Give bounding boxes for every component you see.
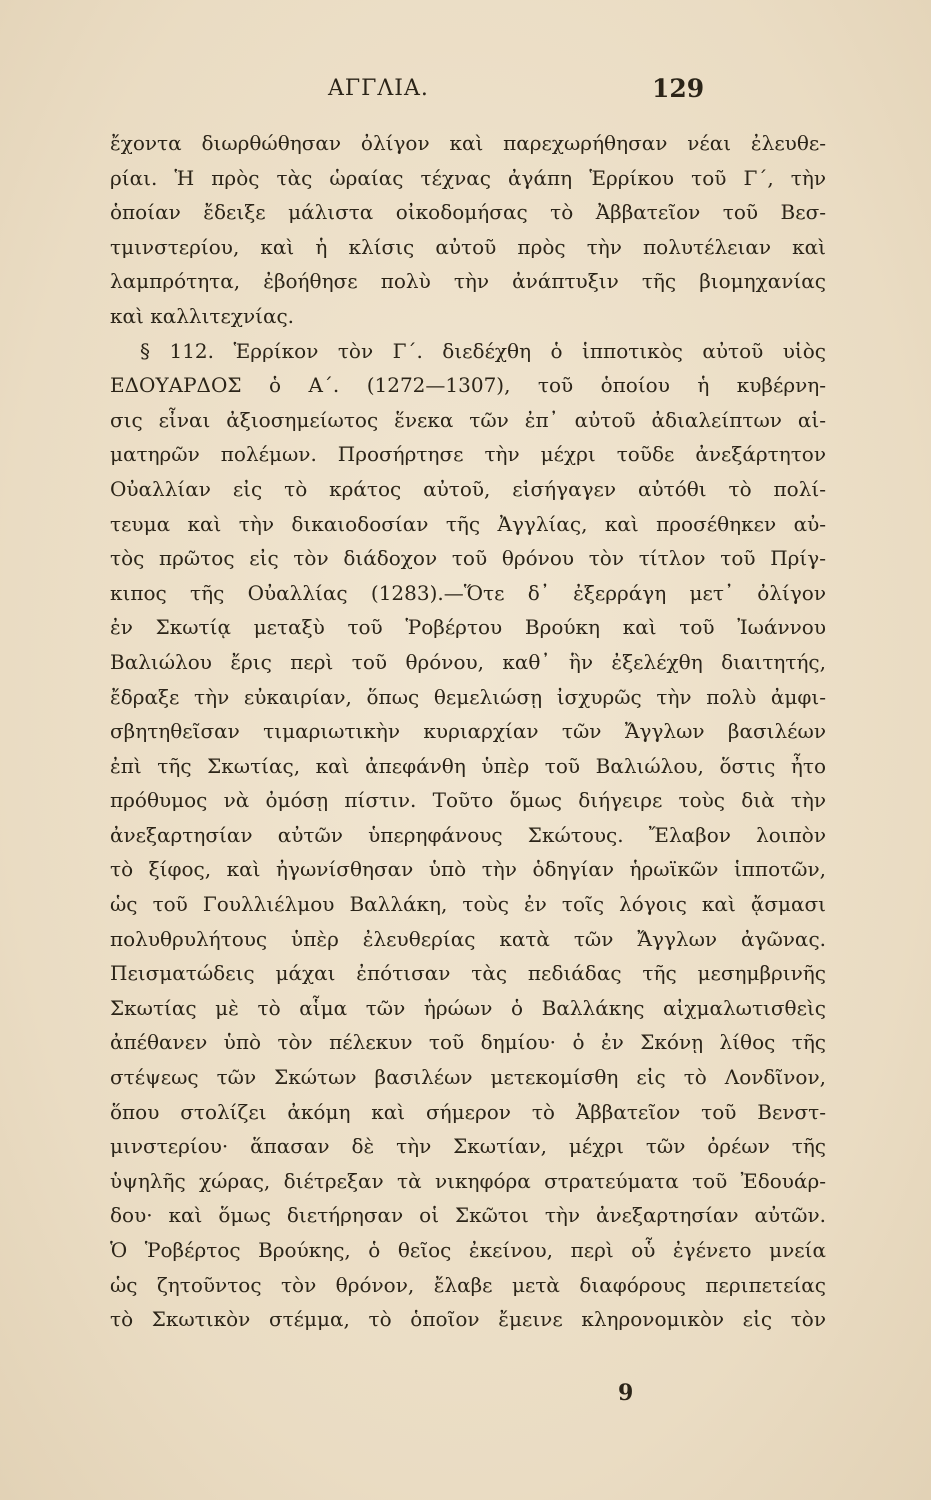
text-line: Πεισματώδεις μάχαι ἐπότισαν τὰς πεδιάδας τῆς μεσημβρινῆς (110, 961, 826, 986)
text-line: Ὁ Ῥοβέρτος Βρούκης, ὁ θεῖος ἐκείνου, περὶ οὗ ἐγένετο μνεία (110, 1238, 826, 1262)
signature-mark: 9 (618, 1380, 634, 1406)
text-line: τὸς πρῶτος εἰς τὸν διάδοχον τοῦ θρόνου τὸν τίτλον τοῦ Πρίγ- (110, 546, 826, 571)
text-line: ὑψηλῆς χώρας, διέτρεξαν τὰ νικηφόρα στρατεύματα τοῦ Ἐδουάρ- (110, 1168, 826, 1193)
text-line: πολυθρυλήτους ὑπὲρ ἐλευθερίας κατὰ τῶν Ἄγγλων ἀγῶνας. (110, 926, 826, 951)
text-line: ὅπου στολίζει ἀκόμη καὶ σήμερον τὸ Ἀββατεῖον τοῦ Βενστ- (110, 1099, 826, 1124)
text-line: ἀπέθανεν ὑπὸ τὸν πέλεκυν τοῦ δημίου· ὁ ἐν Σκόνῃ λίθος τῆς (110, 1030, 826, 1055)
text-line: ὡς ζητοῦντος τὸν θρόνον, ἔλαβε μετὰ διαφόρους περιπετείας (110, 1272, 826, 1297)
text-line: ἔχοντα διωρθώθησαν ὀλίγον καὶ παρεχωρήθησαν νέαι ἐλευθε- (110, 131, 826, 155)
text-line: καὶ καλλιτεχνίας. (110, 303, 295, 328)
text-line: ἐν Σκωτίᾳ μεταξὺ τοῦ Ῥοβέρτου Βρούκη καὶ τοῦ Ἰωάννου (110, 615, 826, 640)
text-line: στέψεως τῶν Σκώτων βασιλέων μετεκομίσθη εἰς τὸ Λονδῖνον, (110, 1065, 826, 1090)
text-line: Σκωτίας μὲ τὸ αἷμα τῶν ἡρώων ὁ Βαλλάκης αἰχμαλωτισθεὶς (110, 995, 826, 1020)
text-line: ρίαι. Ἡ πρὸς τὰς ὡραίας τέχνας ἀγάπη Ἑρρίκου τοῦ Γ΄, τὴν (110, 165, 826, 190)
text-line: λαμπρότητα, ἐβοήθησε πολὺ τὴν ἀνάπτυξιν τῆς βιομηχανίας (110, 269, 826, 294)
text-line: δου· καὶ ὅμως διετήρησαν οἱ Σκῶτοι τὴν ἀνεξαρτησίαν αὐτῶν. (110, 1203, 826, 1228)
text-line: Οὐαλλίαν εἰς τὸ κράτος αὐτοῦ, εἰσήγαγεν αὐτόθι τὸ πολί- (110, 476, 826, 501)
text-line: ὡς τοῦ Γουλλιέλμου Βαλλάκη, τοὺς ἐν τοῖς λόγοις καὶ ᾄσμασι (110, 892, 826, 917)
text-line: τὸ ξίφος, καὶ ἠγωνίσθησαν ὑπὸ τὴν ὁδηγίαν ἡρωϊκῶν ἱπποτῶν, (110, 857, 826, 882)
text-line: σις εἶναι ἀξιοσημείωτος ἕνεκα τῶν ἐπ᾽ αὐτοῦ ἀδιαλείπτων αἱ- (110, 407, 826, 432)
running-title: ΑΓΓΛΙΑ. (328, 76, 429, 101)
text-line: τὸ Σκωτικὸν στέμμα, τὸ ὁποῖον ἔμεινε κληρονομικὸν εἰς τὸν (110, 1307, 826, 1332)
body-text (110, 126, 826, 1337)
text-line: ἀνεξαρτησίαν αὐτῶν ὑπερηφάνους Σκώτους. Ἔλαβον λοιπὸν (110, 822, 826, 847)
text-line: Βαλιώλου ἔρις περὶ τοῦ θρόνου, καθ᾽ ἣν ἐξελέχθη διαιτητής, (110, 649, 826, 674)
text-line: κιπος τῆς Οὐαλλίας (1283).—Ὅτε δ᾽ ἐξερράγη μετ᾽ ὀλίγον (110, 580, 826, 605)
section-heading-line: § 112. Ἑρρίκον τὸν Γ΄. διεδέχθη ὁ ἱπποτικὸς αὐτοῦ υἱὸς (140, 338, 826, 363)
page-header (0, 76, 931, 116)
text-line: ἔδραξε τὴν εὐκαιρίαν, ὅπως θεμελιώσῃ ἰσχυρῶς τὴν πολὺ ἀμφι- (110, 684, 826, 709)
text-line: τευμα καὶ τὴν δικαιοδοσίαν τῆς Ἀγγλίας, καὶ προσέθηκεν αὐ- (110, 511, 826, 536)
text-line: μινστερίου· ἅπασαν δὲ τὴν Σκωτίαν, μέχρι τῶν ὀρέων τῆς (110, 1134, 826, 1159)
text-line: ἐπὶ τῆς Σκωτίας, καὶ ἀπεφάνθη ὑπὲρ τοῦ Βαλιώλου, ὅστις ἦτο (110, 753, 826, 778)
text-line: ΕΔΟΥΑΡΔΟΣ ὁ Α΄. (1272—1307), τοῦ ὁποίου ἡ κυβέρνη- (110, 373, 826, 398)
text-line: σβητηθεῖσαν τιμαριωτικὴν κυριαρχίαν τῶν Ἄγγλων βασιλέων (110, 719, 826, 744)
page-number: 129 (652, 74, 705, 103)
text-line: ματηρῶν πολέμων. Προσήρτησε τὴν μέχρι τοῦδε ἀνεξάρτητον (110, 442, 826, 467)
text-line: πρόθυμος νὰ ὀμόσῃ πίστιν. Τοῦτο ὅμως διήγειρε τοὺς διὰ τὴν (110, 788, 826, 813)
text-line: τμινστερίου, καὶ ἡ κλίσις αὐτοῦ πρὸς τὴν πολυτέλειαν καὶ (110, 234, 826, 259)
text-line: ὁποίαν ἔδειξε μάλιστα οἰκοδομήσας τὸ Ἀββατεῖον τοῦ Βεσ- (110, 200, 826, 225)
